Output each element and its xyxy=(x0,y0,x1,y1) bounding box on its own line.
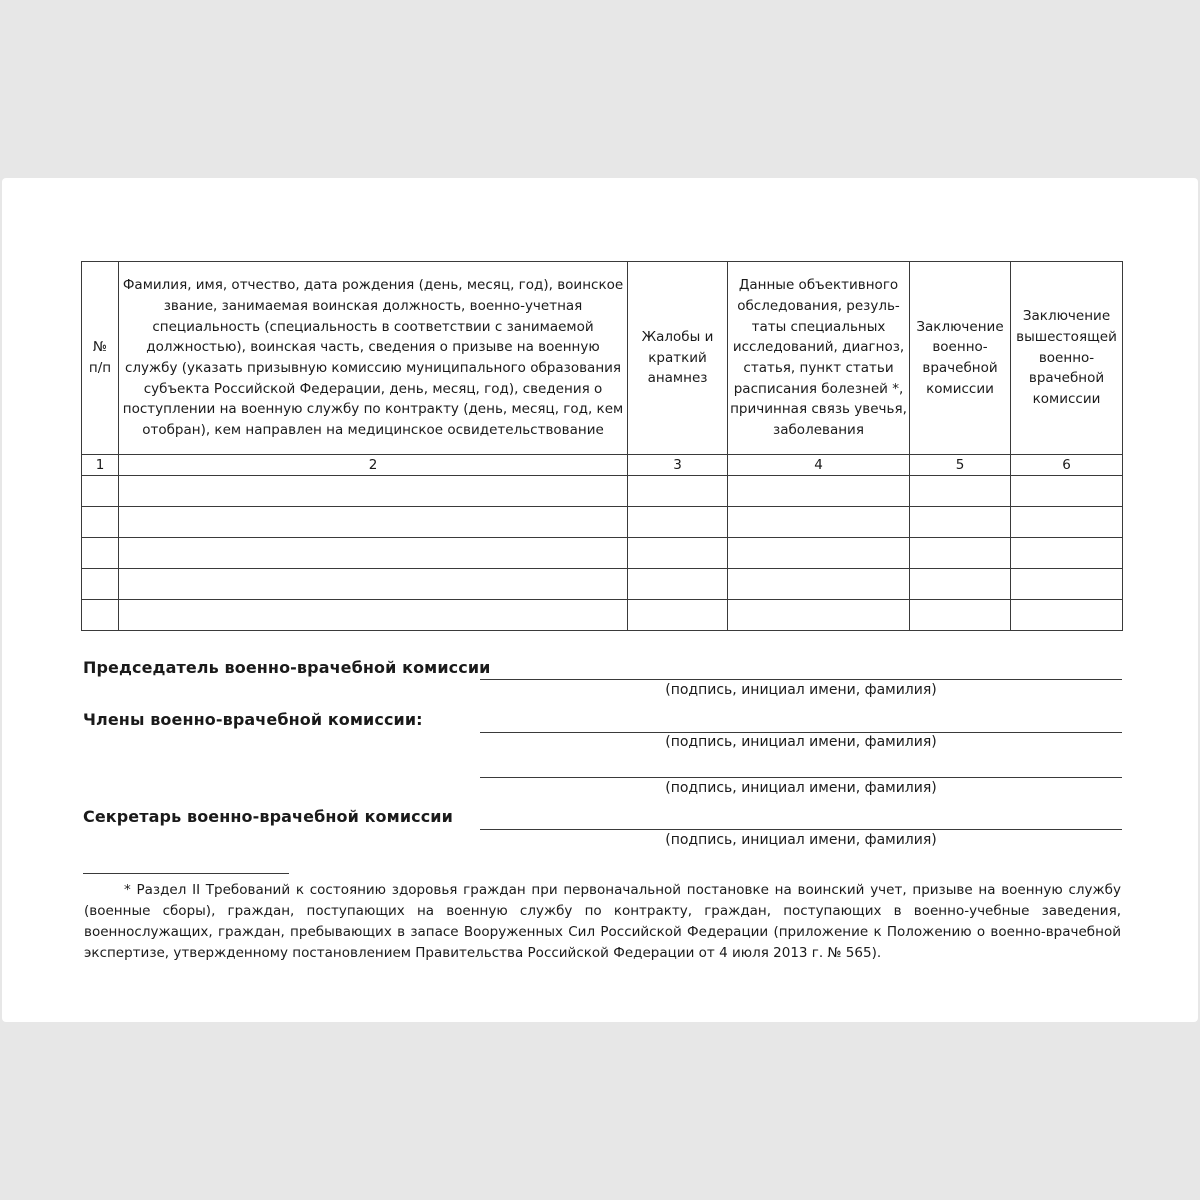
header-superior-conclusion xyxy=(1011,262,1123,455)
table-cell xyxy=(82,600,119,631)
member-signature-line[interactable] xyxy=(480,777,1122,778)
table-cell xyxy=(82,507,119,538)
table-cell xyxy=(1011,569,1123,600)
header-person-details-text: Фамилия, имя, отчество, дата рождения (день, месяц, год), воинское звание, занимаемая воинская должность, военно-учетная специальность (специальность в соответствии с занимаемой должностью), воинская часть, сведения о призыве на военную службу (указать призывную комиссию муниципального образования субъекта Российской Федерации, день, месяц, год), сведения о поступлении на военную службу по контракту (день, месяц, год, кем отобран), кем направлен на медицинское освидетельствование xyxy=(122,277,624,439)
table-row xyxy=(82,600,1123,631)
column-number-row xyxy=(82,455,1123,476)
table-cell xyxy=(910,476,1011,507)
table-cell xyxy=(728,569,910,600)
secretary-signature-caption: (подпись, инициал имени, фамилия) xyxy=(665,832,937,848)
table-cell xyxy=(1011,507,1123,538)
table-cell xyxy=(628,538,728,569)
header-commission-conclusion xyxy=(910,262,1011,455)
table-cell xyxy=(1011,538,1123,569)
table-cell xyxy=(628,569,728,600)
chairman-label: Председатель военно-врачебной комиссии xyxy=(83,658,491,677)
table-cell xyxy=(1011,476,1123,507)
member-signature-line[interactable] xyxy=(480,732,1122,733)
table-cell xyxy=(910,569,1011,600)
column-number: 1 xyxy=(82,455,119,476)
document-page xyxy=(2,178,1198,1022)
member-signature-caption: (подпись, инициал имени, фамилия) xyxy=(665,734,937,750)
table-cell xyxy=(728,538,910,569)
table-cell xyxy=(728,507,910,538)
member-signature-caption: (подпись, инициал имени, фамилия) xyxy=(665,780,937,796)
header-examination-data xyxy=(728,262,910,455)
table-cell xyxy=(119,569,628,600)
table-cell xyxy=(119,476,628,507)
header-number-text: № п/п xyxy=(88,339,112,376)
secretary-signature-line[interactable] xyxy=(480,829,1122,830)
column-number: 4 xyxy=(728,455,910,476)
footnote: * Раздел II Требований к состоянию здоровья граждан при первоначальной постановке на воинский учет, призыве на военную службу (военные сборы), граждан, поступающих на военную службу по контракту, граждан, поступающих в военно-учебные заведения, военнослужащих, граждан, пребывающих в запасе Вооруженных Сил Российской Федерации (приложение к Положению о военно-врачебной экспертизе, утвержденному постановлением Правительства Российской Федерации от 4 июля 2013 г. № 565). xyxy=(84,882,1121,961)
table-cell xyxy=(82,569,119,600)
examination-table xyxy=(81,261,1123,631)
table-cell xyxy=(628,476,728,507)
header-complaints xyxy=(628,262,728,455)
footnote-divider xyxy=(83,873,289,874)
table-cell xyxy=(82,538,119,569)
table-cell xyxy=(910,507,1011,538)
secretary-label: Секретарь военно-врачебной комиссии xyxy=(83,807,453,826)
members-label: Члены военно-врачебной комиссии: xyxy=(83,710,423,729)
column-number: 2 xyxy=(119,455,628,476)
chairman-signature-line[interactable] xyxy=(480,679,1122,680)
table-cell xyxy=(728,600,910,631)
column-number: 6 xyxy=(1011,455,1123,476)
header-superior-conclusion-text: Заключение вышестоящей военно-врачебной комиссии xyxy=(1016,308,1117,408)
table-row xyxy=(82,507,1123,538)
table-header-row xyxy=(82,262,1123,455)
table-row xyxy=(82,476,1123,507)
table-cell xyxy=(628,507,728,538)
table-cell xyxy=(1011,600,1123,631)
chairman-signature-caption: (подпись, инициал имени, фамилия) xyxy=(665,682,937,698)
table-row xyxy=(82,569,1123,600)
header-person-details xyxy=(119,262,628,455)
header-number xyxy=(82,262,119,455)
column-number: 3 xyxy=(628,455,728,476)
header-examination-data-text: Данные объективного обследования, резуль-таты специальных исследований, диагноз, статья, пункт статьи расписания болезней *, причинная связь увечья, заболевания xyxy=(730,277,907,439)
table-row xyxy=(82,538,1123,569)
header-commission-conclusion-text: Заключение военно-врачебной комиссии xyxy=(916,318,1004,397)
table-cell xyxy=(119,538,628,569)
table-cell xyxy=(628,600,728,631)
table-cell xyxy=(82,476,119,507)
header-complaints-text: Жалобы и краткий анамнез xyxy=(641,328,714,387)
table-cell xyxy=(119,507,628,538)
table-cell xyxy=(119,600,628,631)
table-cell xyxy=(910,600,1011,631)
table-cell xyxy=(728,476,910,507)
column-number: 5 xyxy=(910,455,1011,476)
table-cell xyxy=(910,538,1011,569)
